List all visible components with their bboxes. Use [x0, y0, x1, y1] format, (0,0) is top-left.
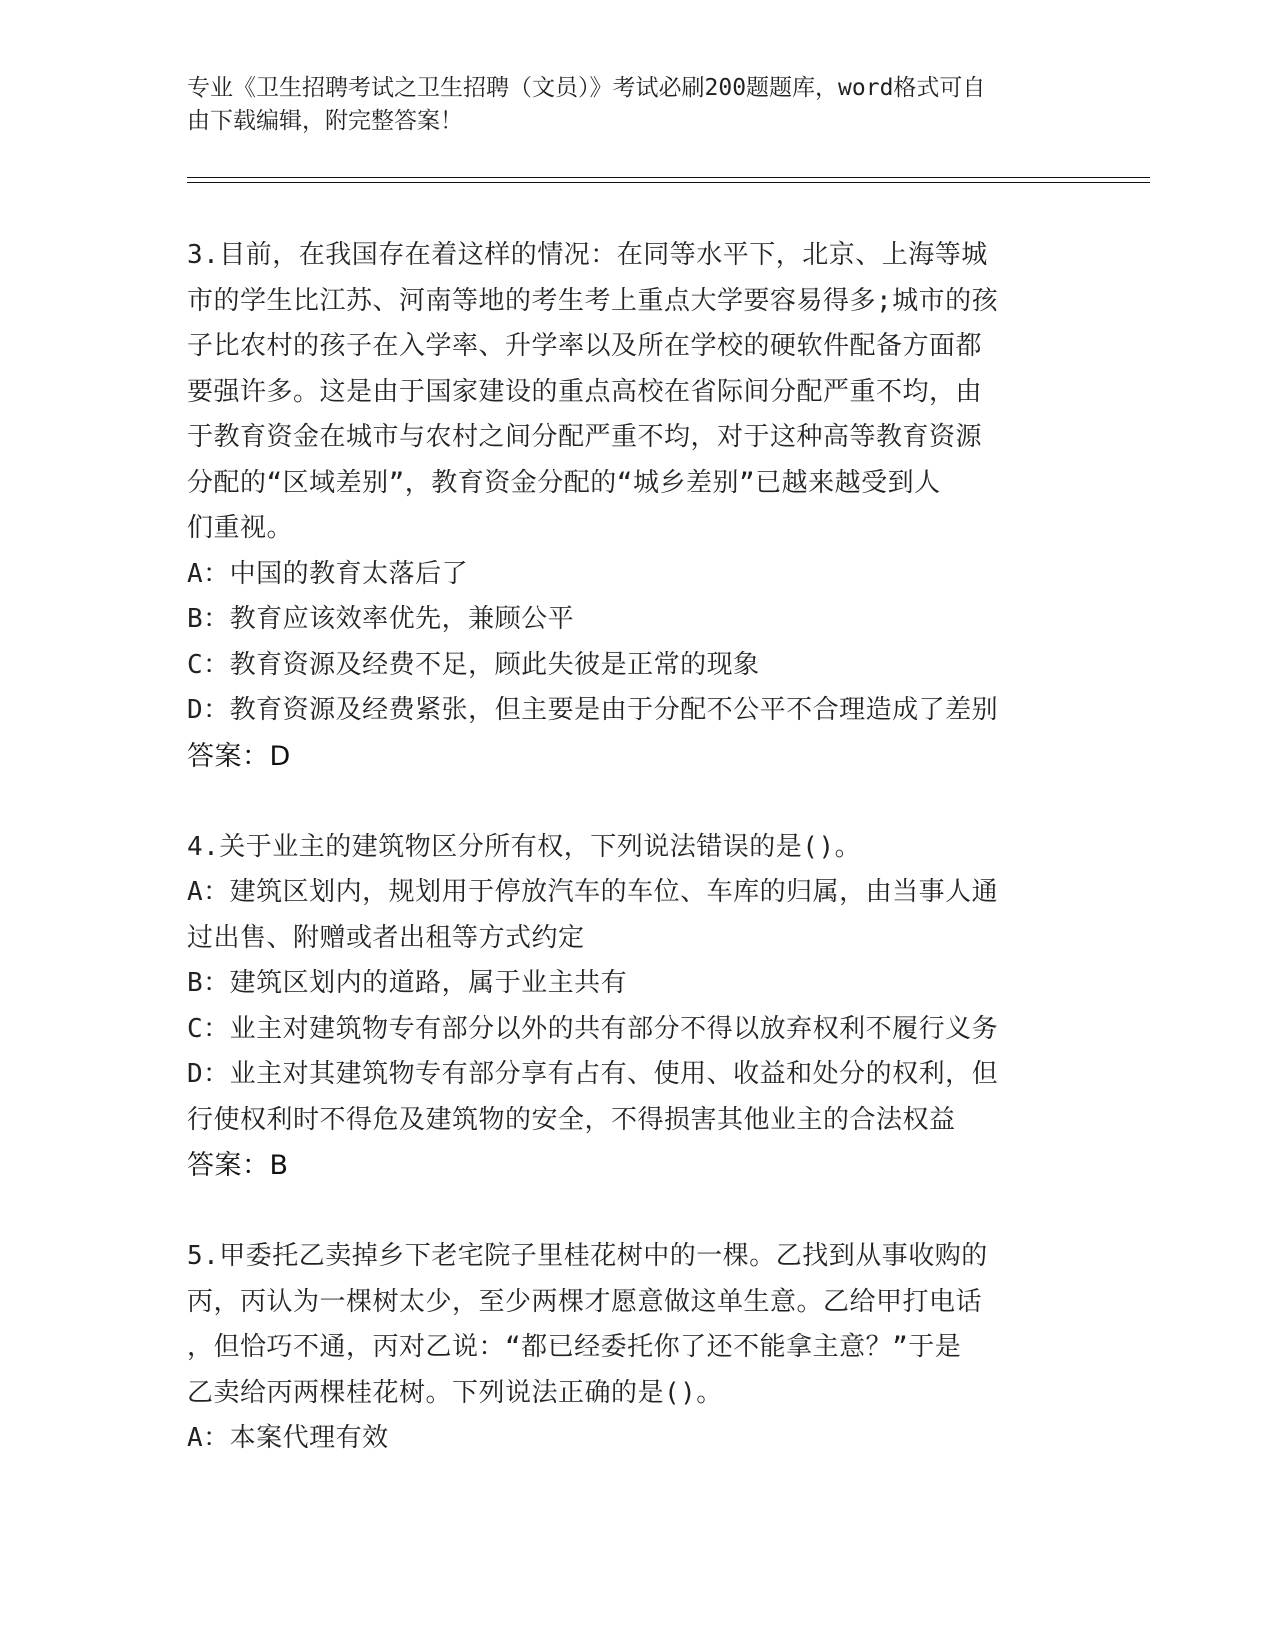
document-header: [187, 72, 1067, 138]
header-rule-bottom: [187, 182, 1150, 183]
answer-label: 答案：B: [187, 1150, 289, 1181]
question-stem-line: 3.目前，在我国存在着这样的情况：在同等水平下，北京、上海等城: [187, 240, 988, 270]
option-c: C：教育资源及经费不足，顾此失彼是正常的现象: [187, 649, 760, 680]
option-b: B：教育应该效率优先，兼顾公平: [187, 604, 575, 634]
option-a-continued: 过出售、附赠或者出租等方式约定: [187, 922, 585, 953]
question-stem-line: 4.关于业主的建筑物区分所有权，下列说法错误的是()。: [187, 831, 862, 862]
option-d: D：业主对其建筑物专有部分享有占有、使用、收益和处分的权利，但: [187, 1059, 999, 1089]
option-a: A：建筑区划内，规划用于停放汽车的车位、车库的归属，由当事人通: [187, 877, 999, 907]
answer-label: 答案：D: [187, 740, 291, 772]
header-rule-top: [187, 177, 1150, 178]
question-stem-line: 子比农村的孩子在入学率、升学率以及所在学校的硬软件配备方面都: [187, 331, 983, 361]
header-line-2: 由下载编辑，附完整答案！: [187, 108, 463, 134]
question-stem-line: 市的学生比江苏、河南等地的考生考上重点大学要容易得多;城市的孩: [187, 285, 999, 316]
option-c: C：业主对建筑物专有部分以外的共有部分不得以放弃权利不履行义务: [187, 1013, 999, 1044]
option-a: A：中国的教育太落后了: [187, 558, 469, 589]
question-stem-line: 要强许多。这是由于国家建设的重点高校在省际间分配严重不均，由: [187, 376, 983, 407]
option-b: B：建筑区划内的道路，属于业主共有: [187, 968, 628, 998]
question-spacer: [187, 779, 1077, 825]
question-stem-line: 们重视。: [187, 513, 294, 543]
question-5: [187, 1234, 1077, 1462]
question-3: [187, 233, 1077, 779]
header-line-1: 专业《卫生招聘考试之卫生招聘（文员）》考试必刷200题题库，word格式可自: [187, 75, 986, 101]
question-4: [187, 825, 1077, 1189]
question-stem-line: 丙，丙认为一棵树太少，至少两棵才愿意做这单生意。乙给甲打电话: [187, 1286, 983, 1317]
option-a: A：本案代理有效: [187, 1423, 389, 1453]
question-stem-line: 乙卖给丙两棵桂花树。下列说法正确的是()。: [187, 1377, 723, 1408]
option-d-continued: 行使权利时不得危及建筑物的安全，不得损害其他业主的合法权益: [187, 1104, 956, 1135]
question-list: [187, 233, 1077, 1462]
question-stem-line: 于教育资金在城市与农村之间分配严重不均，对于这种高等教育资源: [187, 422, 983, 452]
question-stem-line: ，但恰巧不通，丙对乙说：“都已经委托你了还不能拿主意？”于是: [187, 1332, 962, 1362]
question-stem-line: 5.甲委托乙卖掉乡下老宅院子里桂花树中的一棵。乙找到从事收购的: [187, 1241, 988, 1271]
question-stem-line: 分配的“区域差别”，教育资金分配的“城乡差别”已越来越受到人: [187, 467, 941, 498]
question-spacer: [187, 1189, 1077, 1235]
option-d: D：教育资源及经费紧张，但主要是由于分配不公平不合理造成了差别: [187, 695, 999, 725]
